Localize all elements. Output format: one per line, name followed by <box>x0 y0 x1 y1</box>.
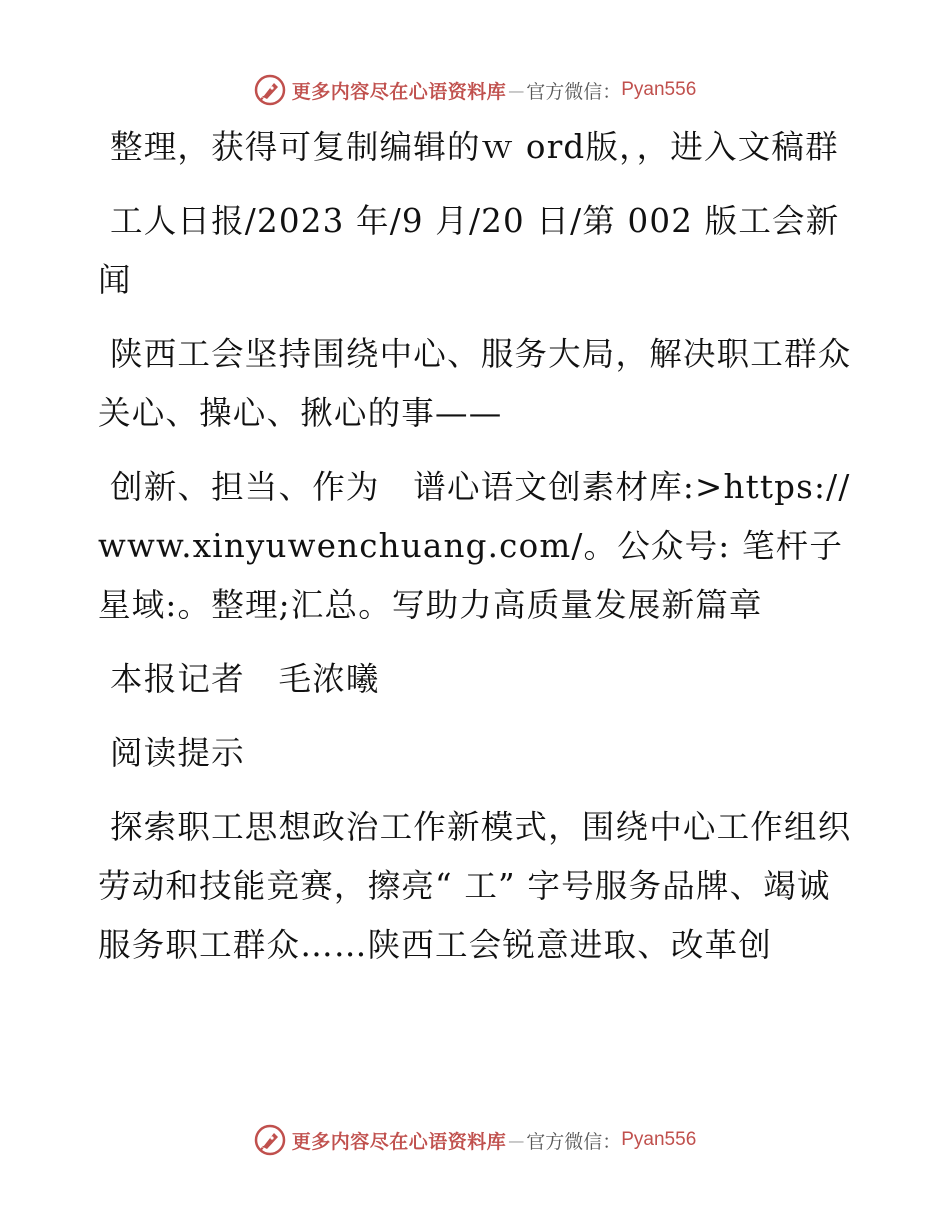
banner-wechat-label: 官方微信： <box>526 1130 622 1153</box>
paragraph-4: 创新、担当、作为 谱心语文创素材库:>https://www.xinyuwenchuang.com/。公众号: 笔杆子星域:。整理;汇总。写助力高质量发展新篇章 <box>98 468 851 624</box>
paragraph-6: 阅读提示 <box>110 734 245 772</box>
banner-wechat-id: Pyan556 <box>621 1129 697 1150</box>
pen-nib-logo-icon <box>254 74 286 106</box>
banner-slogan: 更多内容尽在心语资料库 <box>291 1130 507 1153</box>
banner-wechat-label: 官方微信： <box>526 80 622 103</box>
banner-dash: — <box>508 1130 525 1150</box>
document-body <box>98 118 858 990</box>
paragraph-3: 陕西工会坚持围绕中心、服务大局，解决职工群众关心、操心、揪心的事—— <box>98 335 852 432</box>
paragraph-1: 整理，获得可复制编辑的ｗ ord版，，进入文稿群 <box>110 128 839 166</box>
banner-wechat-id: Pyan556 <box>621 79 697 100</box>
banner-slogan: 更多内容尽在心语资料库 <box>291 80 507 103</box>
header-banner <box>0 70 950 110</box>
paragraph-5: 本报记者 毛浓曦 <box>110 660 380 698</box>
footer-banner <box>0 1120 950 1160</box>
paragraph-7: 探索职工思想政治工作新模式，围绕中心工作组织劳动和技能竞赛，擦亮“ 工” 字号服务品牌、竭诚服务职工群众……陕西工会锐意进取、改革创 <box>98 808 852 964</box>
pen-nib-logo-icon <box>254 1124 286 1156</box>
banner-dash: — <box>508 80 525 100</box>
paragraph-2: 工人日报/2023 年/9 月/20 日/第 002 版工会新闻 <box>98 202 840 299</box>
